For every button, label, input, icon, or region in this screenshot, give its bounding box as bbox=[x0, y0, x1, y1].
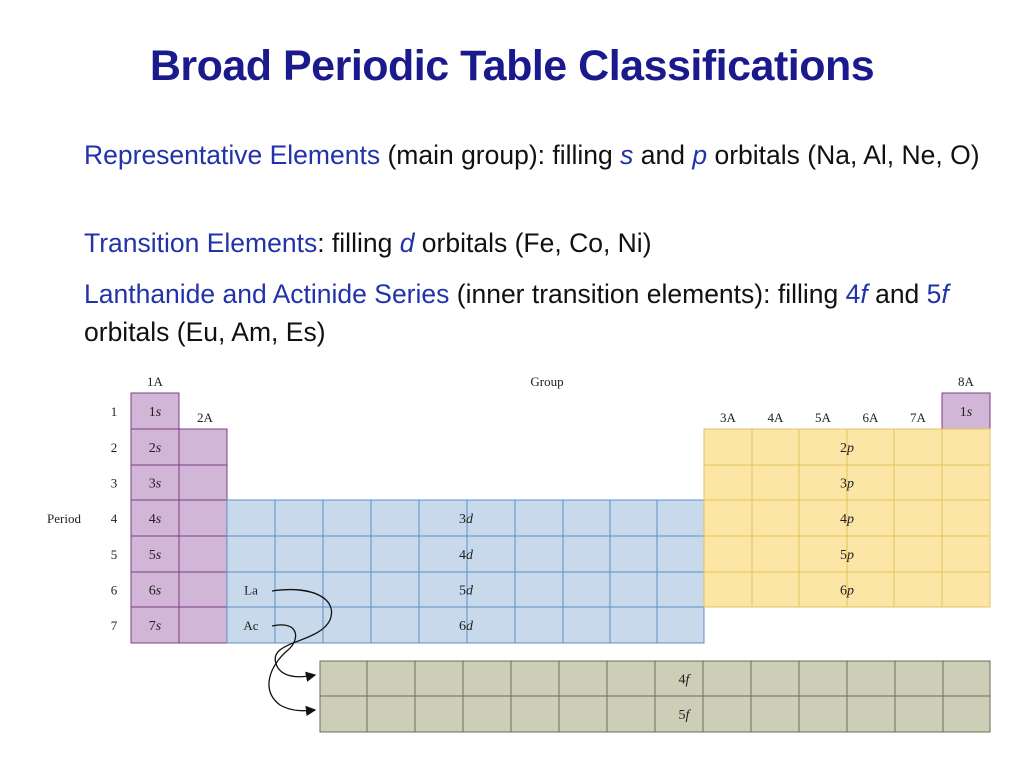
p-block-cell bbox=[704, 429, 752, 465]
d-block-cell bbox=[610, 607, 657, 643]
d-block-cell bbox=[610, 536, 657, 572]
bullet-inner-transition bbox=[84, 275, 1004, 351]
f-block-cell bbox=[943, 661, 990, 696]
s-orbital-label: 2s bbox=[148, 441, 162, 456]
slide-title: Broad Periodic Table Classifications bbox=[149, 42, 875, 90]
d-block-cell bbox=[515, 536, 563, 572]
d-block-cell bbox=[323, 500, 371, 536]
d-block-cell bbox=[323, 572, 371, 607]
f-block-cell bbox=[367, 661, 415, 696]
d-block-cell bbox=[371, 536, 419, 572]
f-block-cell bbox=[751, 661, 799, 696]
f-block-cell bbox=[847, 661, 895, 696]
d-block-cell bbox=[467, 607, 515, 643]
group-5a-label: 5A bbox=[815, 410, 831, 425]
bullet-text: orbitals (Eu, Am, Es) bbox=[84, 317, 326, 347]
p-block-cell bbox=[704, 465, 752, 500]
f-block-cell bbox=[607, 696, 655, 732]
f-block-cell bbox=[415, 661, 463, 696]
p-orbital-label: 2p bbox=[840, 441, 854, 456]
s-orbital-label: 7s bbox=[148, 619, 162, 634]
orbital-letter: p bbox=[692, 140, 708, 170]
orbital-letter: s bbox=[620, 140, 634, 170]
p-block-cell bbox=[894, 536, 942, 572]
period-label: Period bbox=[47, 511, 81, 526]
d-block-cell bbox=[657, 572, 704, 607]
p-block-cell bbox=[752, 500, 799, 536]
bullet-text: orbitals (Na, Al, Ne, O) bbox=[707, 140, 980, 170]
f-block-cell bbox=[703, 696, 751, 732]
f-block-cell bbox=[607, 661, 655, 696]
group-3a-label: 3A bbox=[720, 410, 736, 425]
d-block-cell bbox=[371, 607, 419, 643]
d-block-cell bbox=[467, 536, 515, 572]
d-block-cell bbox=[227, 536, 275, 572]
bullet-text: and bbox=[867, 279, 927, 309]
helium-1s-label: 1s bbox=[959, 405, 973, 420]
lanthanum-label: La bbox=[244, 582, 258, 598]
period-7-label: 7 bbox=[110, 618, 118, 633]
d-block-cell bbox=[371, 572, 419, 607]
f-block-cell bbox=[320, 696, 367, 732]
f-orbital-label: 4f bbox=[678, 672, 690, 688]
d-block-cell bbox=[515, 572, 563, 607]
d-block-cell bbox=[657, 607, 704, 643]
d-orbital-label: 5d bbox=[459, 583, 473, 599]
f-block-cell bbox=[367, 696, 415, 732]
d-block-cell bbox=[563, 500, 610, 536]
group-2a-label: 2A bbox=[197, 410, 213, 425]
p-block-cell bbox=[704, 536, 752, 572]
group-8a-label: 8A bbox=[958, 374, 974, 389]
s-block-cell bbox=[179, 607, 227, 643]
term-representative: Representative Elements bbox=[84, 140, 381, 170]
bullet-text: (main group): filling bbox=[380, 140, 621, 170]
p-block-cell bbox=[704, 500, 752, 536]
bullet-transition bbox=[84, 224, 1004, 262]
f-block-cell bbox=[751, 696, 799, 732]
bullet-text: orbitals (Fe, Co, Ni) bbox=[414, 228, 652, 258]
f-block-cell bbox=[415, 696, 463, 732]
group-7a-label: 7A bbox=[910, 410, 926, 425]
term-transition: Transition Elements bbox=[84, 228, 318, 258]
shell-number: 4 bbox=[845, 279, 861, 309]
group-label: Group bbox=[530, 374, 564, 389]
f-block-cell bbox=[703, 661, 751, 696]
p-block-cell bbox=[894, 500, 942, 536]
bullet-representative bbox=[84, 136, 1004, 174]
s-block-cell bbox=[179, 429, 227, 465]
p-block-cell bbox=[894, 429, 942, 465]
d-block-cell bbox=[227, 500, 275, 536]
d-block-cell bbox=[563, 536, 610, 572]
d-block-cell bbox=[657, 500, 704, 536]
p-block-cell bbox=[752, 536, 799, 572]
d-block-cell bbox=[371, 500, 419, 536]
group-4a-label: 4A bbox=[767, 410, 784, 425]
s-block-cell bbox=[179, 536, 227, 572]
p-block-cell bbox=[847, 465, 894, 500]
period-2-label: 2 bbox=[110, 440, 118, 455]
f-block-cell bbox=[559, 696, 607, 732]
d-block-cell bbox=[515, 607, 563, 643]
p-block-cell bbox=[847, 536, 894, 572]
f-block-cell bbox=[511, 661, 559, 696]
orbital-letter: d bbox=[399, 228, 415, 258]
orbital-letter: f bbox=[941, 279, 949, 309]
p-block-cell bbox=[942, 429, 990, 465]
s-orbital-label: 1s bbox=[148, 405, 162, 420]
period-5-label: 5 bbox=[110, 547, 118, 562]
s-orbital-label: 4s bbox=[148, 512, 162, 527]
period-4-label: 4 bbox=[110, 511, 118, 526]
d-block-cell bbox=[275, 500, 323, 536]
d-orbital-label: 6d bbox=[459, 619, 473, 634]
f-block-cell bbox=[799, 661, 847, 696]
group-1a-label: 1A bbox=[147, 374, 163, 389]
bullet-text: (inner transition elements): filling bbox=[449, 279, 846, 309]
p-orbital-label: 5p bbox=[840, 548, 854, 563]
p-block-cell bbox=[942, 536, 990, 572]
p-block-cell bbox=[942, 572, 990, 607]
d-block-cell bbox=[467, 500, 515, 536]
f-block-cell bbox=[320, 661, 367, 696]
f-block-cell bbox=[799, 696, 847, 732]
periodic-table-diagram bbox=[0, 370, 1024, 768]
p-block-cell bbox=[847, 572, 894, 607]
d-block-cell bbox=[467, 572, 515, 607]
orbital-letter: f bbox=[860, 279, 868, 309]
bullet-text: : filling bbox=[317, 228, 400, 258]
f-block-cell bbox=[943, 696, 990, 732]
p-orbital-label: 6p bbox=[840, 583, 854, 599]
actinium-label: Ac bbox=[243, 618, 259, 633]
d-block-cell bbox=[323, 536, 371, 572]
s-block-cell bbox=[179, 572, 227, 607]
period-1-label: 1 bbox=[110, 404, 118, 419]
d-orbital-label: 4d bbox=[459, 548, 473, 563]
d-block-cell bbox=[563, 607, 610, 643]
d-block-cell bbox=[323, 607, 371, 643]
d-block-cell bbox=[563, 572, 610, 607]
d-block-cell bbox=[610, 572, 657, 607]
f-block-cell bbox=[847, 696, 895, 732]
d-block-cell bbox=[610, 500, 657, 536]
p-block-cell bbox=[752, 429, 799, 465]
p-block-cell bbox=[942, 500, 990, 536]
s-orbital-label: 6s bbox=[148, 583, 162, 599]
s-orbital-label: 5s bbox=[148, 548, 162, 563]
p-block-cell bbox=[847, 500, 894, 536]
d-block-cell bbox=[515, 500, 563, 536]
p-block-cell bbox=[704, 572, 752, 607]
f-block-cell bbox=[559, 661, 607, 696]
shell-number: 5 bbox=[926, 279, 942, 309]
s-orbital-label: 3s bbox=[148, 476, 162, 492]
p-block-cell bbox=[942, 465, 990, 500]
group-6a-label: 6A bbox=[862, 410, 879, 425]
p-orbital-label: 4p bbox=[840, 512, 854, 527]
term-lanthanide-actinide: Lanthanide and Actinide Series bbox=[84, 279, 450, 309]
f-block-cell bbox=[511, 696, 559, 732]
period-6-label: 6 bbox=[110, 582, 118, 598]
period-3-label: 3 bbox=[110, 475, 118, 491]
f-block-cell bbox=[895, 661, 943, 696]
d-orbital-label: 3d bbox=[459, 512, 473, 527]
p-block-cell bbox=[847, 429, 894, 465]
d-block-cell bbox=[657, 536, 704, 572]
f-orbital-label: 5f bbox=[678, 708, 690, 723]
s-block-cell bbox=[179, 465, 227, 500]
f-block-cell bbox=[895, 696, 943, 732]
p-block-cell bbox=[752, 465, 799, 500]
f-block-cell bbox=[463, 696, 511, 732]
p-block-cell bbox=[894, 572, 942, 607]
p-block-cell bbox=[894, 465, 942, 500]
p-orbital-label: 3p bbox=[840, 476, 854, 492]
f-block-cell bbox=[463, 661, 511, 696]
d-block-cell bbox=[275, 536, 323, 572]
s-block-cell bbox=[179, 500, 227, 536]
p-block-cell bbox=[752, 572, 799, 607]
bullet-text: and bbox=[633, 140, 693, 170]
